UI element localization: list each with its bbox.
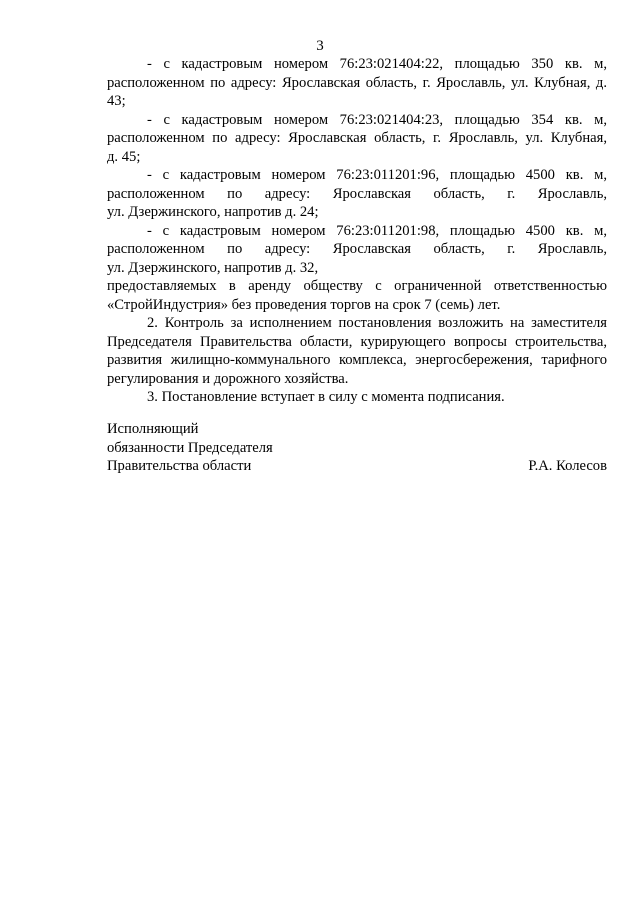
list-item-line: - с кадастровым номером 76:23:011201:96, площадью 4500 кв. м,: [147, 167, 607, 183]
list-item-line: расположенном по адресу: Ярославская область, г. Ярославль,: [107, 241, 607, 257]
page-number: 3: [316, 38, 324, 54]
clause-2-line: Председателя Правительства области, курирующего вопросы строительства,: [107, 333, 607, 350]
list-item-line: д. 45;: [107, 148, 141, 165]
clause-3: 3. Постановление вступает в силу с момента подписания.: [147, 389, 505, 405]
clause-2-line: 2. Контроль за исполнением постановления возложить на заместителя: [147, 315, 607, 331]
lease-text-line: предоставляемых в аренду обществу с ограниченной ответственностью: [107, 278, 607, 294]
list-item-line: расположенном по адресу: Ярославская область, г. Ярославль, ул. Клубная,: [107, 130, 607, 146]
list-item-line: ул. Дзержинского, напротив д. 32,: [107, 259, 319, 276]
document-body: [107, 55, 607, 407]
lease-text-line: «СтройИндустрия» без проведения торгов на срок 7 (семь) лет.: [107, 296, 501, 313]
clause-2-line: регулирования и дорожного хозяйства.: [107, 370, 349, 387]
list-item-line: расположенном по адресу: Ярославская область, г. Ярославль, ул. Клубная, д. 43;: [107, 74, 607, 109]
clause-2-line: развития жилищно-коммунального комплекса, энергосбережения, тарифного: [107, 352, 607, 368]
list-item-line: - с кадастровым номером 76:23:021404:22, площадью 350 кв. м,: [147, 56, 607, 72]
list-item-line: расположенном по адресу: Ярославская область, г. Ярославль,: [107, 185, 607, 202]
signatory-title-line: обязанности Председателя: [107, 439, 273, 456]
signature-block: [107, 420, 607, 476]
signatory-name: Р.А. Колесов: [528, 458, 607, 474]
list-item-line: - с кадастровым номером 76:23:011201:98, площадью 4500 кв. м,: [147, 222, 607, 239]
list-item-line: ул. Дзержинского, напротив д. 24;: [107, 204, 319, 220]
signatory-title-line: Исполняющий: [107, 421, 199, 437]
list-item-line: - с кадастровым номером 76:23:021404:23, площадью 354 кв. м,: [147, 111, 607, 128]
signature-row: [107, 457, 607, 476]
signatory-title-line: Правительства области: [107, 458, 252, 474]
